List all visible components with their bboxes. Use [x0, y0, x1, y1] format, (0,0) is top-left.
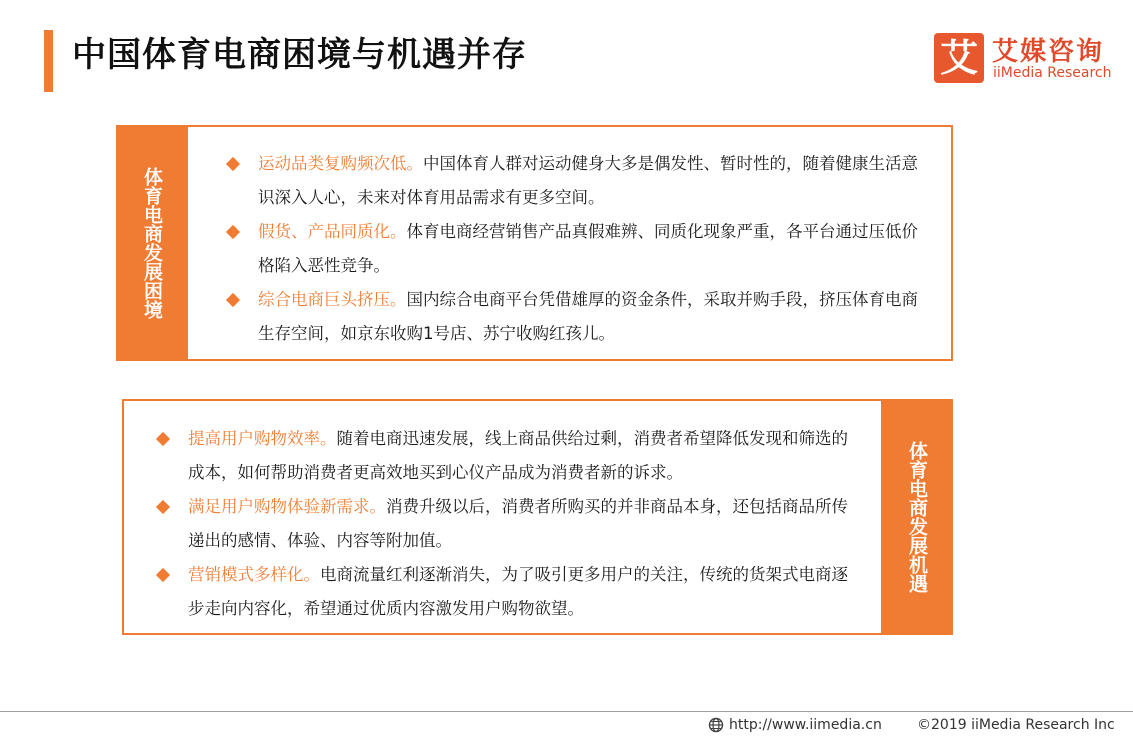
item-heading: 营销模式多样化。 [188, 565, 320, 584]
diamond-bullet-icon [156, 500, 170, 514]
opportunities-label [881, 399, 953, 635]
brand-logo [934, 33, 1114, 85]
item-heading: 提高用户购物效率。 [188, 429, 337, 448]
title-accent-bar [44, 30, 53, 92]
opportunities-list [158, 422, 858, 626]
footer-copyright: ©2019 iiMedia Research Inc [917, 717, 1115, 733]
item-text [188, 558, 858, 626]
logo-name-en: iiMedia Research [993, 65, 1112, 81]
item-body: 体育电商经营销售产品真假难辨、同质化现象严重，各平台通过压低价格陷入恶性竞争。 [258, 222, 918, 275]
item-body: 国内综合电商平台凭借雄厚的资金条件，采取并购手段，挤压体育电商生存空间，如京东收购1号店、苏宁收购红孩儿。 [258, 290, 918, 343]
list-item [228, 283, 928, 351]
list-item [228, 215, 928, 283]
footer-url[interactable] [708, 717, 882, 733]
diamond-bullet-icon [226, 157, 240, 171]
item-text [258, 147, 928, 215]
page-title: 中国体育电商困境与机遇并存 [72, 35, 527, 75]
list-item [228, 147, 928, 215]
item-heading: 综合电商巨头挤压。 [258, 290, 407, 309]
item-body: 消费升级以后，消费者所购买的并非商品本身，还包括商品所传递出的感情、体验、内容等附加值。 [188, 497, 848, 550]
item-body: 中国体育人群对运动健身大多是偶发性、暂时性的，随着健康生活意识深入人心，未来对体育用品需求有更多空间。 [258, 154, 918, 207]
list-item [158, 490, 858, 558]
difficulties-list [228, 147, 928, 351]
item-text [188, 422, 858, 490]
list-item [158, 558, 858, 626]
diamond-bullet-icon [226, 225, 240, 239]
logo-mark: 艾 [934, 33, 984, 83]
diamond-bullet-icon [226, 293, 240, 307]
difficulties-label [116, 125, 188, 361]
globe-icon [708, 717, 724, 733]
footer-url-text[interactable]: http://www.iimedia.cn [729, 717, 882, 733]
item-text [258, 283, 928, 351]
difficulties-panel [116, 125, 953, 361]
opportunities-label-text: 体育电商发展机遇 [906, 441, 928, 593]
item-body: 随着电商迅速发展，线上商品供给过剩，消费者希望降低发现和筛选的成本，如何帮助消费者更高效地买到心仪产品成为消费者新的诉求。 [188, 429, 848, 482]
difficulties-label-text: 体育电商发展困境 [141, 167, 163, 319]
item-heading: 假货、产品同质化。 [258, 222, 407, 241]
diamond-bullet-icon [156, 568, 170, 582]
list-item [158, 422, 858, 490]
opportunities-panel [122, 399, 953, 635]
item-text [258, 215, 928, 283]
footer-divider [0, 711, 1133, 712]
item-body: 电商流量红利逐渐消失，为了吸引更多用户的关注，传统的货架式电商逐步走向内容化，希望通过优质内容激发用户购物欲望。 [188, 565, 848, 618]
item-text [188, 490, 858, 558]
item-heading: 满足用户购物体验新需求。 [188, 497, 386, 516]
logo-name-cn: 艾媒咨询 [992, 37, 1105, 67]
item-heading: 运动品类复购频次低。 [258, 154, 423, 173]
diamond-bullet-icon [156, 432, 170, 446]
